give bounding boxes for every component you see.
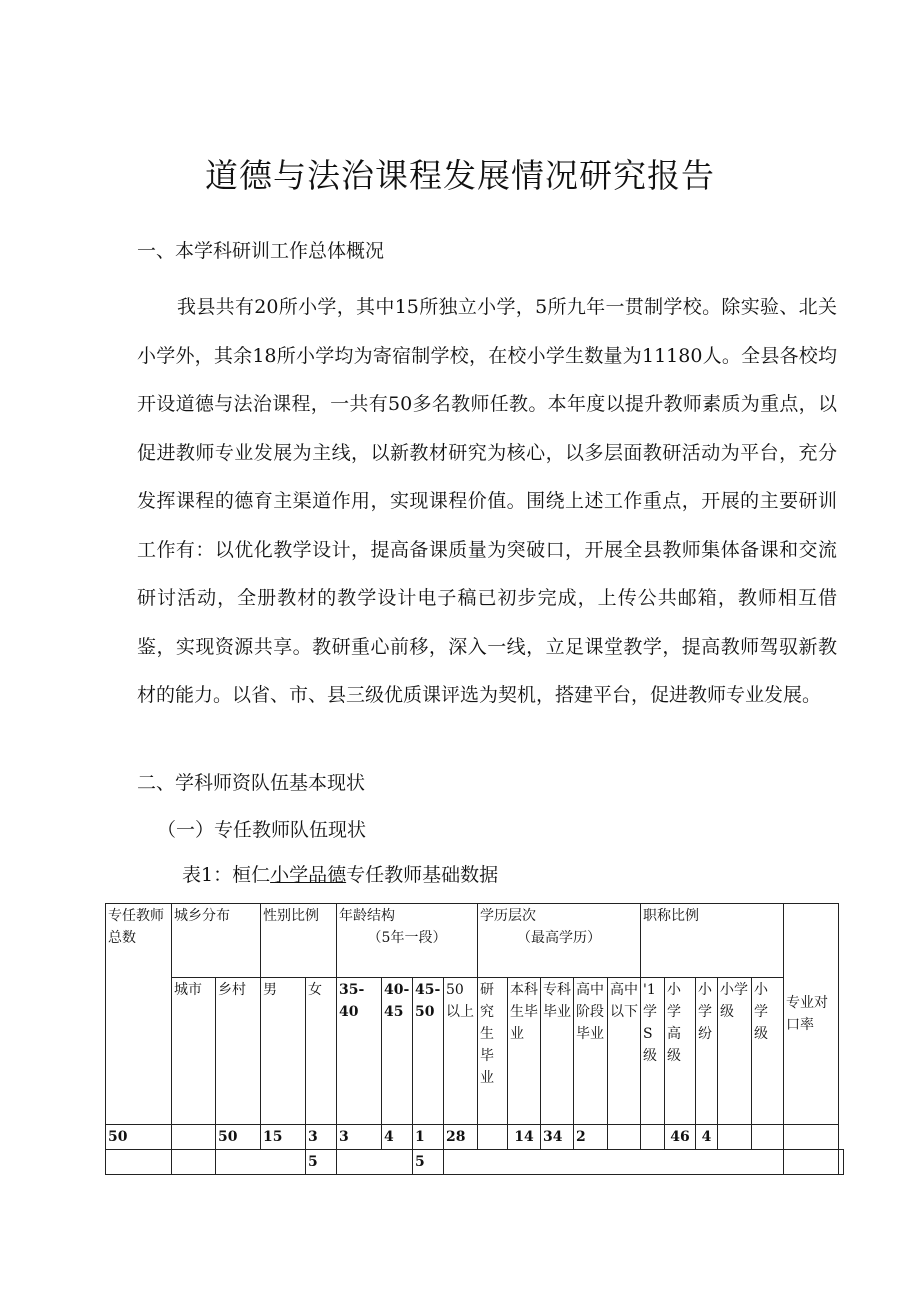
sub-high-below: 高中以下 — [608, 978, 641, 1125]
cell-age-40-45: 4 — [382, 1125, 413, 1150]
sub-city: 城市 — [172, 978, 216, 1125]
cell-bachelor: 14 — [508, 1125, 541, 1150]
cell-title-5 — [752, 1125, 784, 1150]
cell-title-5-2 — [784, 1150, 839, 1175]
sub-bachelor: 本科生毕业 — [508, 978, 541, 1125]
cell-male: 15 — [261, 1125, 306, 1150]
cell-age-2 — [337, 1150, 413, 1175]
cell-age-35-40: 3 — [337, 1125, 382, 1150]
header-education — [478, 904, 641, 978]
header-title-ratio: 职称比例 — [641, 904, 784, 978]
header-education-note: （最高学历） — [517, 930, 601, 946]
cell-city — [172, 1125, 216, 1150]
sub-village: 乡村 — [216, 978, 261, 1125]
sub-grad: 研究生毕业 — [478, 978, 508, 1125]
subsection-heading-1: （一）专任教师队伍现状 — [157, 819, 367, 841]
sub-title-3: 小学纷 — [696, 978, 718, 1125]
cell-major-match-2 — [839, 1150, 844, 1175]
caption-suffix: 专任教师基础数据 — [346, 864, 499, 886]
sub-age-45-50: 45-50 — [413, 978, 444, 1125]
header-urban-rural: 城乡分布 — [172, 904, 261, 978]
cell-village-male-2 — [216, 1150, 306, 1175]
cell-major-match — [784, 1125, 839, 1150]
header-major-match: 专业对口率 — [784, 904, 839, 1125]
teacher-data-table — [105, 903, 844, 1175]
sub-title-5: 小学级 — [752, 978, 784, 1125]
cell-title-2: 46 — [665, 1125, 696, 1150]
table-caption — [182, 860, 498, 887]
header-total: 专任教师总数 — [106, 904, 172, 1125]
cell-high-mid: 2 — [574, 1125, 608, 1150]
sub-high-mid: 高中阶段毕业 — [574, 978, 608, 1125]
cell-age-45-50: 1 — [413, 1125, 444, 1150]
header-age-label: 年龄结构 — [339, 908, 395, 924]
sub-college: 专科毕业 — [541, 978, 574, 1125]
caption-underlined: 小学品德 — [270, 864, 347, 886]
sub-age-40-45: 40-45 — [382, 978, 413, 1125]
sub-male: 男 — [261, 978, 306, 1125]
page-title: 道德与法治课程发展情况研究报告 — [205, 156, 715, 195]
cell-high-below — [608, 1125, 641, 1150]
cell-female-2: 5 — [306, 1150, 337, 1175]
cell-title-4 — [718, 1125, 752, 1150]
cell-total-2 — [106, 1150, 172, 1175]
cell-title-3: 4 — [696, 1125, 718, 1150]
cell-college: 34 — [541, 1125, 574, 1150]
sub-title-4: 小学级 — [718, 978, 752, 1125]
cell-city-2 — [172, 1150, 216, 1175]
sub-title-1: '1学S级 — [641, 978, 665, 1125]
cell-village: 50 — [216, 1125, 261, 1150]
cell-age-45-50-2: 5 — [413, 1150, 444, 1175]
section-heading-2: 二、学科师资队伍基本现状 — [137, 772, 366, 794]
header-age-note: （5年一段） — [367, 930, 447, 946]
cell-grad — [478, 1125, 508, 1150]
section-heading-1: 一、本学科研训工作总体概况 — [137, 240, 385, 262]
sub-age-35-40: 35-40 — [337, 978, 382, 1125]
paragraph-overview: 我县共有20所小学，其中15所独立小学，5所九年一贯制学校。除实验、北关小学外，其余18所小学均为寄宿制学校，在校小学生数量为11180人。全县各校均开设道德与法治课程，一共有50多名教师任教。本年度以提升教师素质为重点，以促进教师专业发展为主线，以新教材研究为核心，以多层面教研活动为平台，充分发挥课程的德育主渠道作用，实现课程价值。围绕上述工作重点，开展的主要研训工作有：以优化教学设计，提高备课质量为突破口，开展全县教师集体备课和交流研讨活动，全册教材的教学设计电子稿已初步完成，上传公共邮箱，教师相互借鉴，实现资源共享。教研重心前移，深入一线，立足课堂教学，提高教师驾驭新教材的能力。以省、市、县三级优质课评选为契机，搭建平台，促进教师专业发展。 — [137, 296, 837, 706]
header-gender: 性别比例 — [261, 904, 337, 978]
caption-prefix: 表1：桓仁 — [182, 864, 271, 886]
cell-total: 50 — [106, 1125, 172, 1150]
sub-age-50-up: 50以上 — [444, 978, 478, 1125]
cell-age-50-up: 28 — [444, 1125, 478, 1150]
header-age — [337, 904, 478, 978]
cell-title-1 — [641, 1125, 665, 1150]
sub-title-2: 小学高级 — [665, 978, 696, 1125]
sub-female: 女 — [306, 978, 337, 1125]
header-education-label: 学历层次 — [480, 908, 536, 924]
cell-female: 3 — [306, 1125, 337, 1150]
cell-rest-2 — [444, 1150, 784, 1175]
